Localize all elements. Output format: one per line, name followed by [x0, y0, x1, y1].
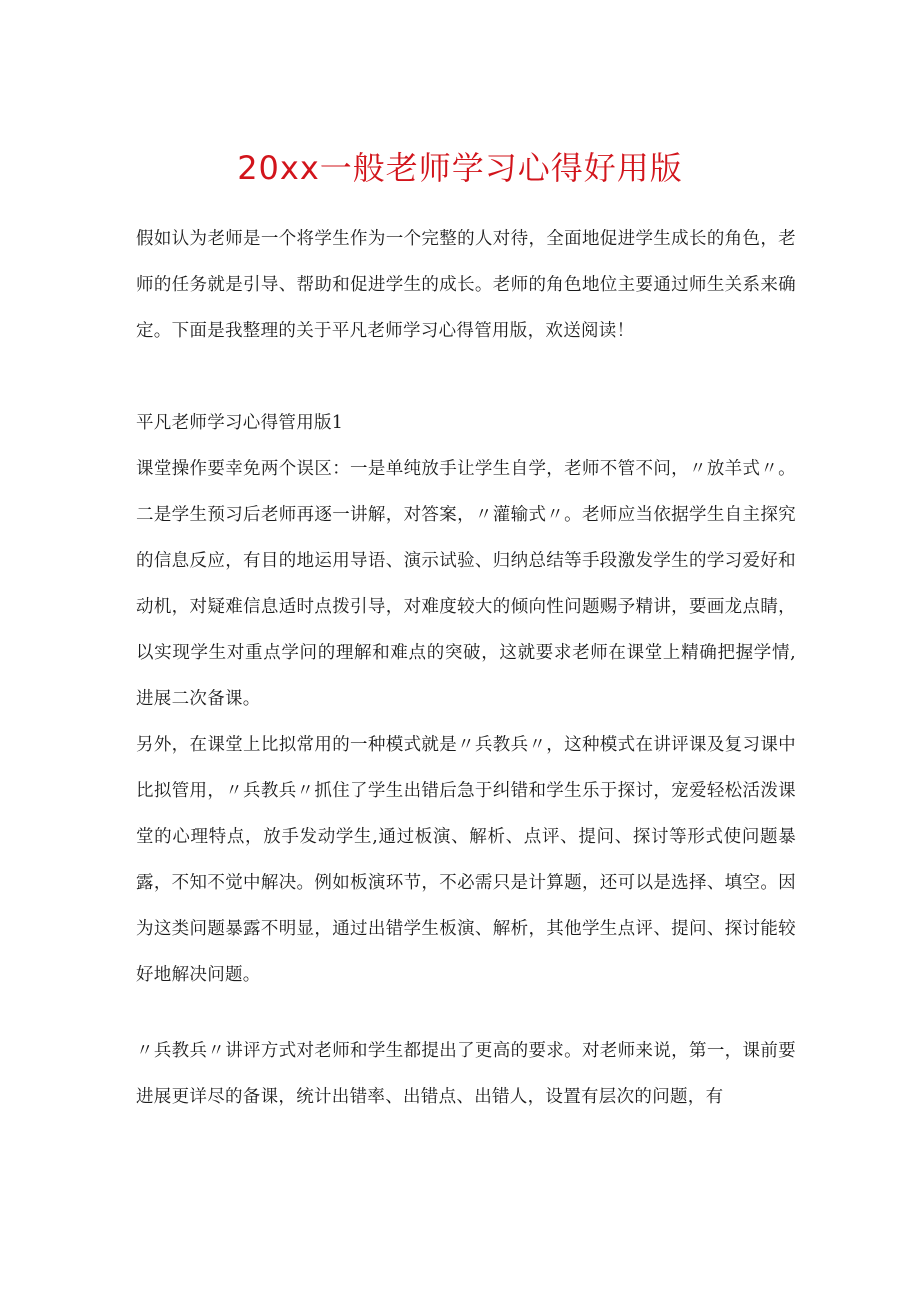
- body-paragraph-1: 课堂操作要幸免两个误区：一是单纯放手让学生自学，老师不管不问，〃放羊式〃。二是学生预习后老师再逐一讲解，对答案，〃灌输式〃。老师应当依据学生自主探究的信息反应，有目的地运用导语、演示试验、归纳总结等手段激发学生的学习爱好和动机，对疑难信息适时点拨引导，对难度较大的倾向性问题赐予精讲，要画龙点睛，以实现学生对重点学问的理解和难点的突破，这就要求老师在课堂上精确把握学情,进展二次备课。: [136, 459, 796, 709]
- section-heading: 平凡老师学习心得管用版1: [136, 413, 344, 433]
- document-title: 20xx一般老师学习心得好用版: [237, 149, 683, 187]
- body-paragraph-2: 另外，在课堂上比拟常用的一种模式就是〃兵教兵〃，这种模式在讲评课及复习课中比拟管用，〃兵教兵〃抓住了学生出错后急于纠错和学生乐于探讨，宠爱轻松活泼课堂的心理特点，放手发动学生,通过板演、解析、点评、提问、探讨等形式使问题暴露，不知不觉中解决。例如板演环节，不必需只是计算题，还可以是选择、填空。因为这类问题暴露不明显，通过出错学生板演、解析，其他学生点评、提问、探讨能较好地解决问题。: [136, 735, 796, 985]
- intro-paragraph: 假如认为老师是一个将学生作为一个完整的人对待，全面地促进学生成长的角色，老师的任务就是引导、帮助和促进学生的成长。老师的角色地位主要通过师生关系来确定。下面是我整理的关于平凡老师学习心得管用版，欢送阅读！: [136, 229, 796, 341]
- body-paragraph-3: 〃兵教兵〃讲评方式对老师和学生都提出了更高的要求。对老师来说，第一，课前要进展更详尽的备课，统计出错率、出错点、出错人，设置有层次的问题，有: [136, 1041, 796, 1107]
- document-body: [136, 216, 796, 1120]
